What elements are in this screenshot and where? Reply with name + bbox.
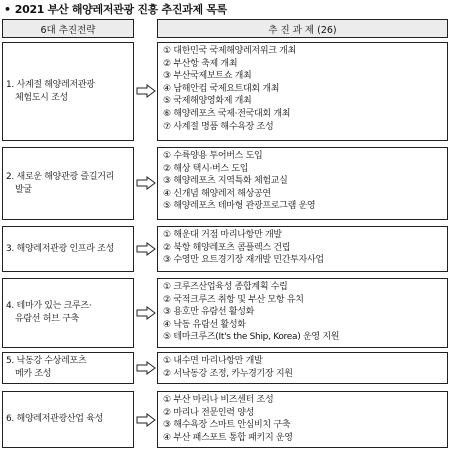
arrow-icon [136, 306, 156, 320]
arrow-icon [136, 242, 156, 256]
task-item: ⑦ 사계절 명품 해수욕장 조성 [163, 121, 274, 132]
task-item: ⑤ 국제해양영화제 개최 [163, 96, 252, 107]
strategy-line: 6. 해양레저관광산업 육성 [6, 414, 104, 424]
strategy-line: 4. 테마가 있는 크루즈· [6, 301, 92, 311]
task-item: ② 서낙동강 조정, 카누경기장 지원 [163, 368, 293, 379]
task-item: ③ 해양레포츠 지역특화 체험교실 [163, 176, 288, 187]
arrow-icon [136, 84, 156, 98]
task-item: ④ 남해안컵 국제요트대회 개최 [163, 83, 280, 94]
strategy-box-4 [2, 278, 134, 348]
header-strategies: 6대 추진전략 [2, 19, 134, 38]
document-title [4, 1, 227, 17]
task-item: ⑥ 해양레포츠 국제·전국대회 개최 [163, 108, 291, 119]
task-item: ① 수륙양용 투어버스 도입 [163, 151, 263, 161]
task-item: ② 부산항 축제 개최 [163, 58, 238, 69]
task-item: ① 크루즈산업육성 종합계획 수립 [163, 282, 288, 292]
strategy-line: 메카 조성 [15, 369, 52, 379]
strategy-line: 유람선 허브 구축 [15, 314, 79, 324]
task-item: ② 마리나 전문인력 양성 [163, 407, 254, 418]
task-item: ④ 낙동 유람선 활성화 [163, 319, 246, 330]
strategy-line: 발굴 [15, 184, 32, 195]
task-item: ③ 해수욕장 스마트 안심비치 구축 [163, 420, 291, 431]
task-item: ③ 용호만 유람선 활성화 [163, 307, 254, 318]
title-bullet: • [4, 3, 11, 16]
task-box-1 [157, 42, 448, 141]
strategy-line: 5. 낙동강 수상레포츠 [6, 356, 87, 366]
task-item: ⑤ 해양레포츠 테마형 관광프로그램 운영 [163, 201, 316, 212]
task-item: ⑤ 테마크루즈(It's the Ship, Korea) 운영 지원 [163, 332, 340, 343]
arrow-icon [136, 361, 156, 375]
strategy-box-5 [2, 352, 134, 384]
task-box-6 [157, 391, 448, 448]
strategy-line: 1. 사계절 해양레저관광 [6, 79, 95, 90]
task-box-5 [157, 352, 448, 384]
task-item: ① 부산 마리나 비즈센터 조성 [163, 395, 274, 405]
task-item: ① 내수면 마리나항만 개발 [163, 356, 263, 366]
task-item: ④ 부산 패스포트 통합 패키지 운영 [163, 432, 293, 443]
task-item: ② 북항 해양레포츠 콤플렉스 건립 [163, 242, 291, 253]
task-box-2 [157, 147, 448, 220]
strategy-line: 3. 해양레저관광 인프라 조성 [6, 243, 115, 254]
arrow-icon [136, 413, 156, 427]
strategy-box-3 [2, 226, 134, 272]
task-item: ② 해상 택시·버스 도입 [163, 163, 249, 174]
header-tasks: 추 진 과 제 (26) [157, 19, 448, 38]
strategy-box-1 [2, 42, 134, 141]
arrow-icon [136, 176, 156, 190]
task-box-3 [157, 226, 448, 272]
strategy-box-2 [2, 147, 134, 220]
task-item: ① 대한민국 국제해양레저위크 개최 [163, 46, 296, 56]
task-box-4 [157, 278, 448, 348]
task-item: ② 국적크루즈 취항 및 부산 모항 유치 [163, 294, 304, 305]
strategy-box-6 [2, 391, 134, 448]
task-item: ③ 수영만 요트경기장 재개발 민간투자사업 [163, 255, 324, 266]
title-text: 2021 부산 해양레저관광 진흥 추진과제 목록 [14, 3, 228, 16]
task-item: ④ 신개념 해양레저 해상공연 [163, 188, 271, 199]
task-item: ③ 부산국제보트쇼 개최 [163, 71, 252, 82]
strategy-line: 체험도시 조성 [15, 92, 68, 103]
task-item: ① 해운대 거점 마리나항만 개발 [163, 230, 282, 240]
strategy-line: 2. 새로운 해양관광 즐길거리 [6, 171, 115, 182]
